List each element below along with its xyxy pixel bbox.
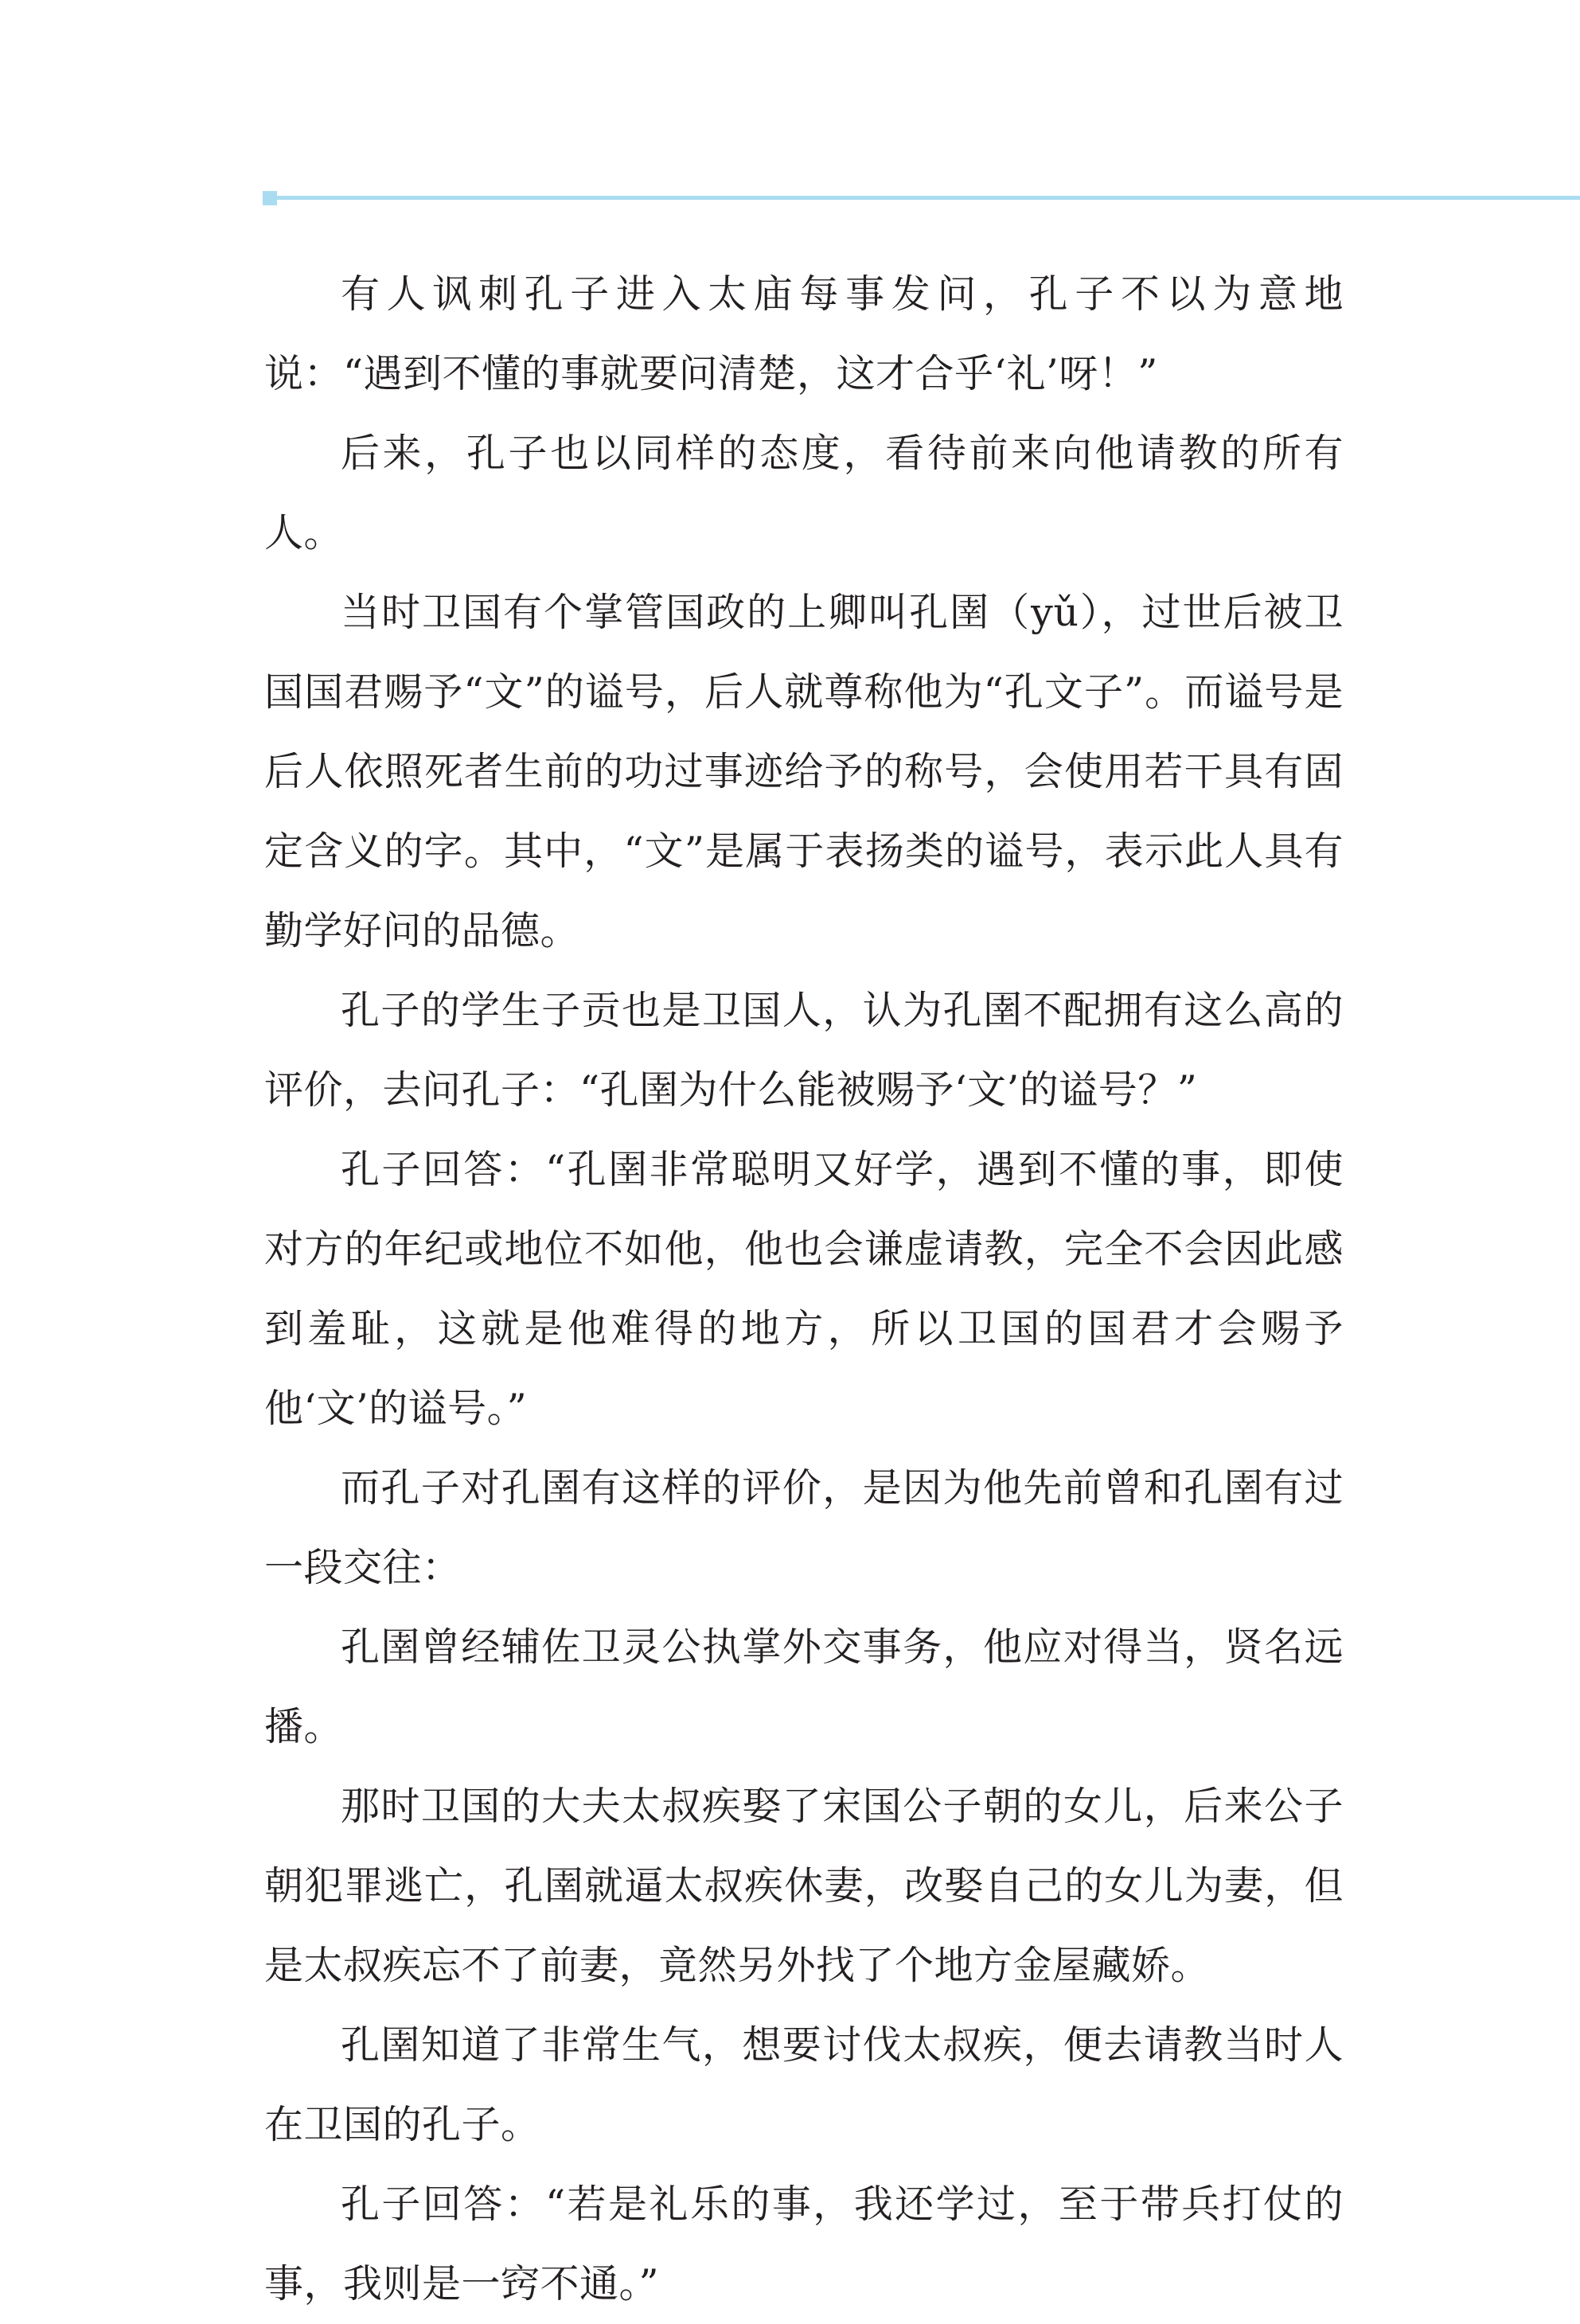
paragraph: 孔子的学生子贡也是卫国人，认为孔圉不配拥有这么高的评价，去问孔子：“孔圉为什么能被赐予‘文’的谥号？” [264,988,1344,1113]
paragraph: 孔子回答：“孔圉非常聪明又好学，遇到不懂的事，即使对方的年纪或地位不如他，他也会谦虚请教，完全不会因此感到羞耻，这就是他难得的地方，所以卫国的国君才会赐予他‘文’的谥号。” [264,1147,1344,1431]
paragraph: 有人讽刺孔子进入太庙每事发问，孔子不以为意地说：“遇到不懂的事就要问清楚，这才合乎‘礼’呀！” [264,271,1344,396]
body-text [264,255,1344,2324]
paragraph: 当时卫国有个掌管国政的上卿叫孔圉（yǔ），过世后被卫国国君赐予“文”的谥号，后人就尊称他为“孔文子”。而谥号是后人依照死者生前的功过事迹给予的称号，会使用若干具有固定含义的字。其中，“文”是属于表扬类的谥号，表示此人具有勤学好问的品德。 [264,590,1344,953]
paragraph: 孔圉曾经辅佐卫灵公执掌外交事务，他应对得当，贤名远播。 [264,1624,1344,1749]
paragraph: 而孔子对孔圉有这样的评价，是因为他先前曾和孔圉有过一段交往： [264,1465,1344,1590]
paragraph: 孔子回答：“若是礼乐的事，我还学过，至于带兵打仗的事，我则是一窍不通。” [264,2182,1344,2306]
paragraph: 那时卫国的大夫太叔疾娶了宋国公子朝的女儿，后来公子朝犯罪逃亡，孔圉就逼太叔疾休妻，改娶自己的女儿为妻，但是太叔疾忘不了前妻，竟然另外找了个地方金屋藏娇。 [264,1784,1344,1988]
header-rule-marker [263,191,277,205]
header-rule [263,196,1580,200]
paragraph: 后来，孔子也以同样的态度，看待前来向他请教的所有人。 [264,431,1344,556]
paragraph: 孔圉知道了非常生气，想要讨伐太叔疾，便去请教当时人在卫国的孔子。 [264,2022,1344,2147]
